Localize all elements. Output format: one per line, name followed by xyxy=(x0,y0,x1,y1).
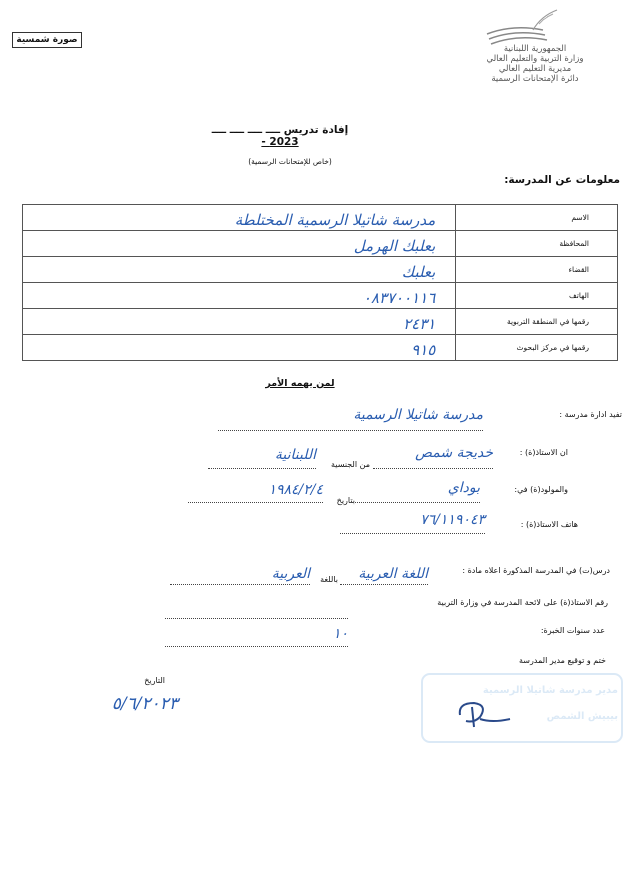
school-name-value: مدرسة شاتيلا الرسمية المختلطة xyxy=(23,205,456,231)
experience-label: عدد سنوات الخبرة: xyxy=(540,626,605,635)
teacher-label: ان الاستاذ(ة) : xyxy=(519,448,568,457)
governorate-value: بعلبك الهرمل xyxy=(23,231,456,257)
language-value: العربية xyxy=(271,566,310,582)
teacher-phone-label: هاتف الاستاذ(ة) : xyxy=(520,520,578,529)
district-label: القضاء xyxy=(456,257,618,283)
research-center-number-label: رقمها في مركز البحوث xyxy=(456,335,618,361)
to-whom-heading: لمن يهمه الأمر xyxy=(265,378,335,389)
district-value: بعلبك xyxy=(23,257,456,283)
school-stamp xyxy=(418,668,628,748)
phone-value: ٠٨٣٧٠٠١١٦ xyxy=(23,283,456,309)
born-place-value: بوداي xyxy=(447,480,480,496)
born-place-line xyxy=(355,502,480,503)
document-subtitle: (خاص للإمتحانات الرسمية) xyxy=(248,157,332,166)
born-date-label: بتاريخ xyxy=(336,496,355,505)
research-center-number-value: ٩١٥ xyxy=(23,335,456,361)
photo-label: صورة شمسية xyxy=(16,35,78,45)
school-info-heading: معلومات عن المدرسة: xyxy=(504,174,620,186)
ministry-logo-icon xyxy=(483,8,563,46)
teacher-phone-line xyxy=(340,533,485,534)
born-label: والمولود(ة) في: xyxy=(514,485,568,494)
photo-placeholder xyxy=(12,32,82,48)
ministry-header xyxy=(470,44,600,84)
ministry-line: دائرة الإمتحانات الرسمية xyxy=(491,74,579,84)
table-row xyxy=(23,205,618,231)
title-blanks: ــــ ــــ ــــ ــــ xyxy=(211,124,281,136)
school-info-table xyxy=(22,204,618,361)
nationality-label: من الجنسية xyxy=(331,460,370,469)
table-row xyxy=(23,231,618,257)
table-row xyxy=(23,309,618,335)
stamp-line-1: مدير مدرسة شاتيلا الرسمية xyxy=(482,685,618,696)
school-admin-label: تفيد ادارة مدرسة : xyxy=(559,410,622,419)
phone-label: الهاتف xyxy=(456,283,618,309)
taught-subject-label: درس(ت) في المدرسة المذكورة اعلاه مادة : xyxy=(462,566,610,575)
table-row xyxy=(23,335,618,361)
born-date-value: ١٩٨٤/٢/٤ xyxy=(268,482,323,498)
governorate-label: المحافظة xyxy=(456,231,618,257)
subject-line xyxy=(340,584,428,585)
experience-line xyxy=(165,646,348,647)
ministry-line: مديرية التعليم العالي xyxy=(498,64,572,74)
subject-value: اللغة العربية xyxy=(358,566,428,582)
teacher-phone-value: ٧٦/١١٩٠٤٣ xyxy=(420,512,485,528)
education-zone-number-label: رقمها في المنطقة التربوية xyxy=(456,309,618,335)
ministry-line: الجمهورية اللبنانية xyxy=(503,44,567,54)
title-year: 2023 - xyxy=(261,136,299,148)
stamp-line-2: بيبيش الشمص xyxy=(546,711,618,722)
language-label: باللغة xyxy=(320,575,338,584)
teacher-name-value: خديجة شمص xyxy=(415,445,493,461)
school-name-label: الاسم xyxy=(456,205,618,231)
experience-value: ١٠ xyxy=(332,626,348,642)
language-line xyxy=(170,584,310,585)
ministry-line: وزارة التربية والتعليم العالي xyxy=(486,54,584,64)
table-row xyxy=(23,283,618,309)
stamp-frame-icon xyxy=(418,668,628,748)
nationality-line xyxy=(208,468,316,469)
signature-icon xyxy=(452,697,522,731)
education-zone-number-value: ٢٤٣١ xyxy=(23,309,456,335)
teacher-name-line xyxy=(373,468,493,469)
document-title xyxy=(200,124,360,148)
nationality-value: اللبنانية xyxy=(274,447,316,463)
table-row xyxy=(23,257,618,283)
date-field-label: التاريخ xyxy=(144,676,165,685)
title-main: إفادة تدريس xyxy=(283,124,349,136)
registry-number-label: رقم الاستاذ(ة) على لائحة المدرسة في وزارة التربية xyxy=(437,598,608,607)
registry-number-line xyxy=(165,618,348,619)
date-field-value: ٥/٦/٢٠٢٣ xyxy=(111,694,178,714)
born-date-line xyxy=(188,502,323,503)
school-admin-line xyxy=(218,430,483,431)
principal-signature-label: ختم و توقيع مدير المدرسة xyxy=(518,656,606,665)
school-admin-value: مدرسة شاتيلا الرسمية xyxy=(353,407,483,423)
